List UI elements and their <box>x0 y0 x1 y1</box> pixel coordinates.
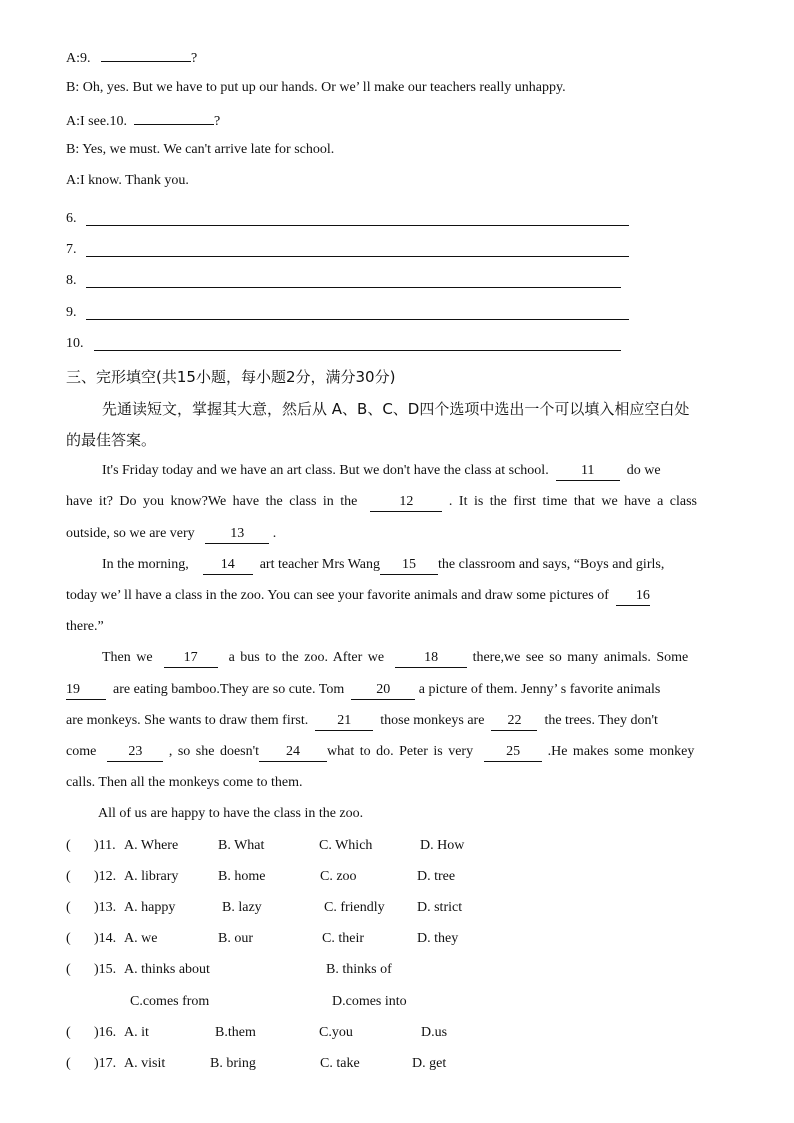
question-number: )12. <box>94 869 117 884</box>
option-d[interactable]: D. strict <box>417 900 463 915</box>
passage-line: All of us are happy to have the class in the zoo. <box>98 806 364 821</box>
answer-line[interactable] <box>94 350 621 351</box>
blank-20[interactable]: 20 <box>351 681 415 700</box>
instruction-text: 的最佳答案。 <box>66 431 157 449</box>
dialogue-line-10 <box>66 110 220 131</box>
passage-line <box>66 681 660 700</box>
passage-line <box>66 525 276 544</box>
answer-paren[interactable]: ( <box>66 1056 71 1071</box>
passage-text: It's Friday today and we have an art class. But we don't have the class at school. <box>102 463 549 478</box>
answer-line-label: 6. <box>66 211 77 226</box>
question-number: 9. <box>80 51 91 66</box>
passage-text: art teacher Mrs Wang <box>259 557 381 572</box>
answer-paren[interactable]: ( <box>66 900 71 915</box>
passage-text: are monkeys. She wants to draw them first. <box>66 713 309 728</box>
blank-16[interactable]: 16 <box>616 587 650 606</box>
answer-line[interactable] <box>86 287 621 288</box>
answer-paren[interactable]: ( <box>66 869 71 884</box>
option-a[interactable]: A. thinks about <box>124 962 210 977</box>
option-b[interactable]: B. thinks of <box>326 962 392 977</box>
passage-text: have it? Do you know?We have the class in the <box>66 494 358 509</box>
passage-line <box>66 712 658 731</box>
option-a[interactable]: A. Where <box>124 838 179 853</box>
option-a[interactable]: A. happy <box>124 900 176 915</box>
passage-text: the trees. They don't <box>544 713 658 728</box>
answer-line[interactable] <box>86 225 629 226</box>
option-c[interactable]: C.you <box>319 1025 353 1040</box>
option-d[interactable]: D. get <box>412 1056 447 1071</box>
dialogue-line: B: Yes, we must. We can't arrive late for school. <box>66 142 335 157</box>
passage-text: . It is the first time that we have a class <box>448 494 698 509</box>
passage-text: outside, so we are very <box>66 526 195 541</box>
option-d[interactable]: D. tree <box>417 869 456 884</box>
passage-text: , so she doesn't <box>168 744 260 759</box>
passage-line <box>66 743 694 762</box>
passage-text: the classroom and says, “Boys and girls, <box>438 557 665 572</box>
answer-line-label: 8. <box>66 273 77 288</box>
passage-line <box>66 587 650 606</box>
blank-25[interactable]: 25 <box>484 743 542 762</box>
option-b[interactable]: B. lazy <box>222 900 262 915</box>
option-c[interactable]: C. friendly <box>324 900 385 915</box>
blank-23[interactable]: 23 <box>107 743 163 762</box>
blank-17[interactable]: 17 <box>164 649 218 668</box>
blank-13[interactable]: 13 <box>205 525 269 544</box>
passage-text: what to do. Peter is very <box>327 744 474 759</box>
answer-paren[interactable]: ( <box>66 1025 71 1040</box>
question-number: )11. <box>94 838 116 853</box>
question-mark: ? <box>214 114 221 129</box>
answer-line-label: 9. <box>66 305 77 320</box>
passage-text: those monkeys are <box>380 713 485 728</box>
passage-text: .He makes some monkey <box>547 744 695 759</box>
answer-line-label: 10. <box>66 336 84 351</box>
option-b[interactable]: B. bring <box>210 1056 256 1071</box>
blank-24[interactable]: 24 <box>259 743 327 762</box>
passage-line: there.” <box>66 619 104 634</box>
answer-line-label: 7. <box>66 242 77 257</box>
option-a[interactable]: A. it <box>124 1025 149 1040</box>
option-c[interactable]: C. Which <box>319 838 373 853</box>
dialogue-line-9 <box>66 47 197 68</box>
dialogue-line: B: Oh, yes. But we have to put up our hands. Or we’ ll make our teachers really unhappy. <box>66 80 566 95</box>
option-c[interactable]: C.comes from <box>130 994 210 1009</box>
blank-15[interactable]: 15 <box>380 556 438 575</box>
passage-text: . <box>272 526 277 541</box>
passage-text: a bus to the zoo. After we <box>228 650 385 665</box>
passage-text: do we <box>626 463 661 478</box>
blank-19[interactable]: 19 <box>66 681 106 700</box>
option-a[interactable]: A. visit <box>124 1056 166 1071</box>
instruction-text: 先通读短文，掌握其大意，然后从 A、B、C、D四个选项中选出一个可以填入相应空白处 <box>102 400 690 418</box>
answer-line[interactable] <box>86 319 629 320</box>
blank-12[interactable]: 12 <box>370 493 442 512</box>
passage-text: Then we <box>102 650 153 665</box>
passage-text: a picture of them. Jenny’ s favorite animals <box>418 682 661 697</box>
passage-text: come <box>66 744 97 759</box>
speaker: A:I see. <box>66 114 110 129</box>
option-b[interactable]: B. What <box>218 838 265 853</box>
blank-11[interactable]: 11 <box>556 462 620 481</box>
section-heading: 三、完形填空(共15小题，每小题2分，满分30分) <box>66 368 396 386</box>
blank-21[interactable]: 21 <box>315 712 373 731</box>
question-number: )14. <box>94 931 117 946</box>
option-d[interactable]: D. they <box>417 931 459 946</box>
option-c[interactable]: C. their <box>322 931 364 946</box>
answer-blank[interactable] <box>134 110 214 125</box>
question-number: 10. <box>109 114 128 129</box>
passage-line <box>102 649 688 668</box>
question-number: )16. <box>94 1025 117 1040</box>
option-b[interactable]: B. our <box>218 931 253 946</box>
blank-14[interactable]: 14 <box>203 556 253 575</box>
blank-18[interactable]: 18 <box>395 649 467 668</box>
option-c[interactable]: C. take <box>320 1056 360 1071</box>
question-number: )15. <box>94 962 117 977</box>
passage-text: are eating bamboo.They are so cute. Tom <box>113 682 345 697</box>
passage-text: today we’ ll have a class in the zoo. You can see your favorite animals and draw some pictures of <box>66 588 609 603</box>
passage-line <box>102 462 661 481</box>
blank-22[interactable]: 22 <box>491 712 537 731</box>
passage-text: In the morning, <box>102 557 189 572</box>
option-a[interactable]: A. library <box>124 869 179 884</box>
speaker: A: <box>66 51 80 66</box>
dialogue-line: A:I know. Thank you. <box>66 173 189 188</box>
answer-line[interactable] <box>86 256 629 257</box>
question-number: )17. <box>94 1056 117 1071</box>
option-d[interactable]: D.us <box>421 1025 448 1040</box>
option-d[interactable]: D.comes into <box>332 994 407 1009</box>
passage-line: calls. Then all the monkeys come to them. <box>66 775 303 790</box>
option-a[interactable]: A. we <box>124 931 158 946</box>
passage-line <box>66 493 697 512</box>
passage-text: there,we see so many animals. Some <box>472 650 689 665</box>
passage-line <box>102 556 664 575</box>
answer-paren[interactable]: ( <box>66 838 71 853</box>
option-b[interactable]: B.them <box>215 1025 256 1040</box>
question-number: )13. <box>94 900 117 915</box>
option-b[interactable]: B. home <box>218 869 266 884</box>
option-d[interactable]: D. How <box>420 838 465 853</box>
answer-blank[interactable] <box>101 47 191 62</box>
answer-paren[interactable]: ( <box>66 931 71 946</box>
option-c[interactable]: C. zoo <box>320 869 357 884</box>
question-mark: ? <box>191 51 198 66</box>
answer-paren[interactable]: ( <box>66 962 71 977</box>
